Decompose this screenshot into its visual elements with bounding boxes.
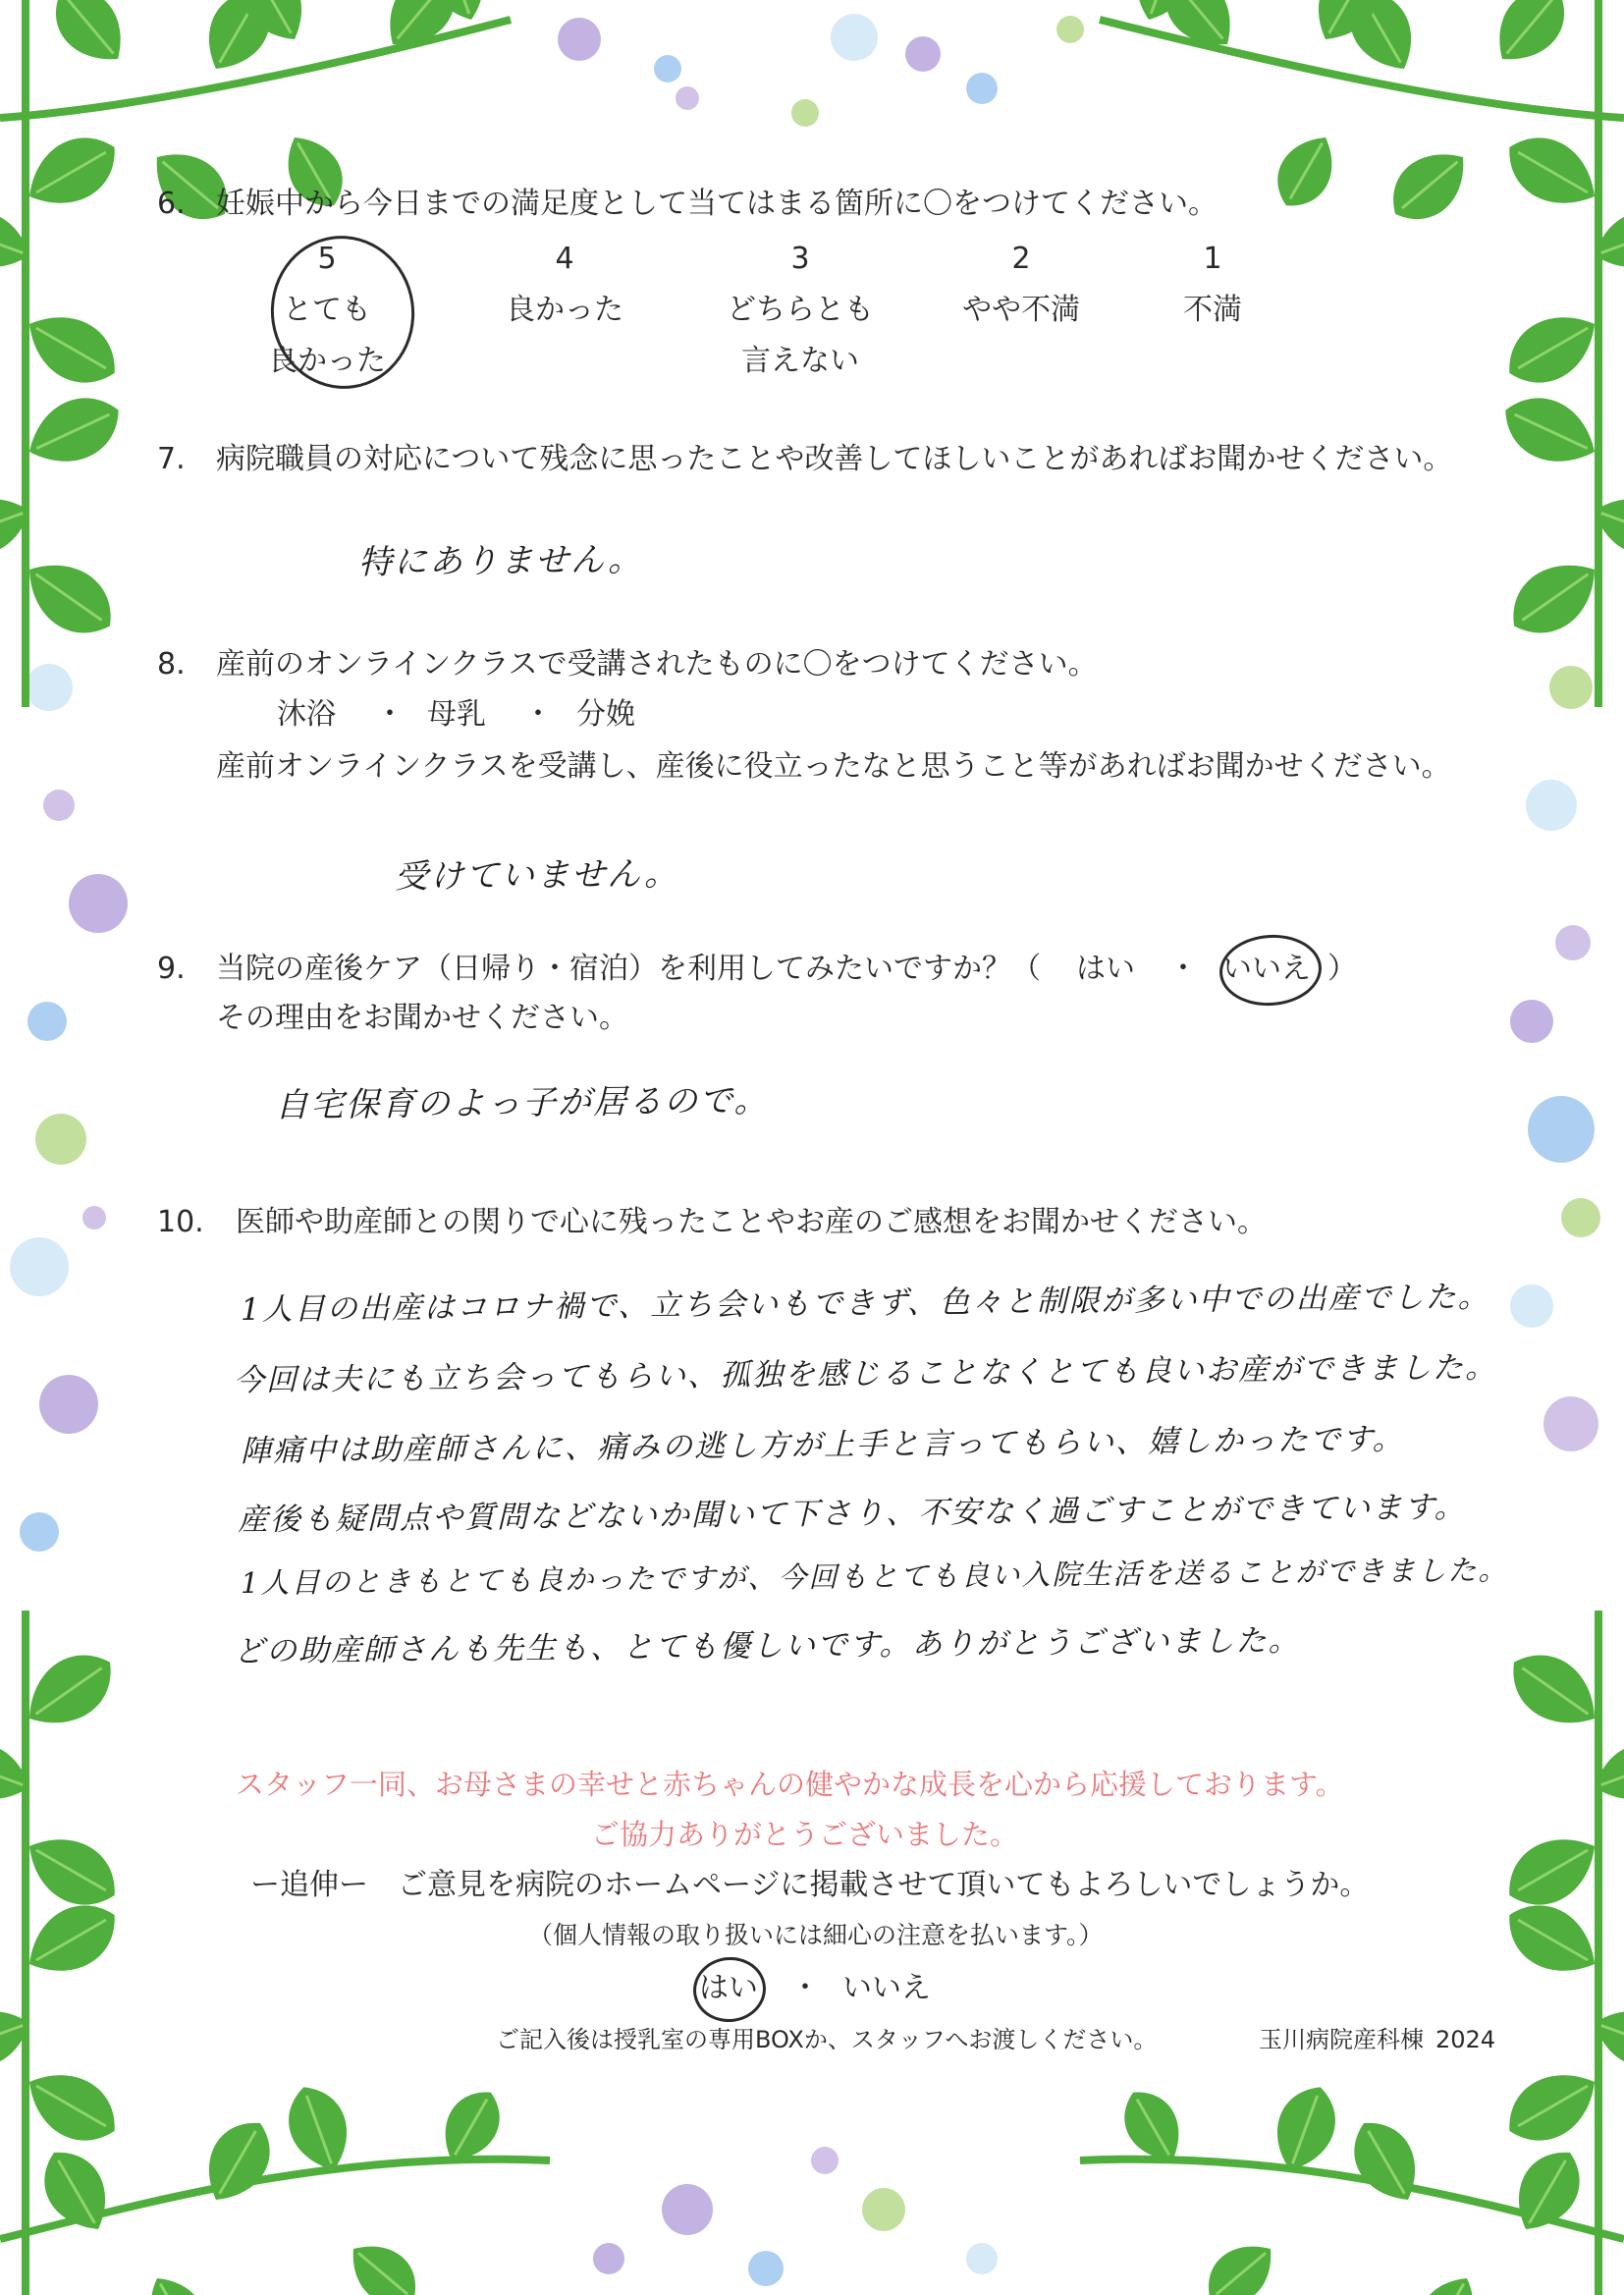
q6-option-1-value: 1 bbox=[1203, 242, 1222, 276]
organization-name: 玉川病院産科棟 bbox=[1259, 2026, 1424, 2053]
q9-subquestion: その理由をお聞かせください。 bbox=[216, 1001, 628, 1035]
q7-handwritten-answer: 特にありません。 bbox=[357, 539, 644, 582]
footer-message-line2: ご協力ありがとうございました。 bbox=[591, 1818, 1019, 1851]
q8-number: 8. bbox=[157, 647, 186, 682]
q10-answer-line-4: 産後も疑問点や質問などないか聞いて下さり、不安なく過ごすことができています。 bbox=[237, 1489, 1467, 1538]
postscript-question: ご意見を病院のホームページに掲載させて頂いてもよろしいでしょうか。 bbox=[398, 1868, 1370, 1902]
q10-answer-line-2: 今回は夫にも立ち会ってもらい、孤独を感じることなくとても良いお産ができました。 bbox=[233, 1349, 1498, 1398]
q6-option-2-value: 2 bbox=[1011, 242, 1031, 276]
submission-instruction: ご記入後は授乳室の専用BOXか、スタッフへお渡しください。 bbox=[496, 2026, 1158, 2053]
q9-number: 9. bbox=[157, 952, 186, 986]
q8-question: 産前のオンラインクラスで受講されたものに〇をつけてください。 bbox=[216, 647, 1098, 682]
postscript-label: ー追伸ー bbox=[250, 1868, 368, 1902]
q6-option-2[interactable] bbox=[943, 234, 1100, 336]
q8-option-bath[interactable]: 沐浴 bbox=[277, 697, 336, 732]
q6-number: 6. bbox=[157, 187, 186, 221]
q6-option-4[interactable] bbox=[491, 234, 638, 336]
q6-option-1-label-line1: 不満 bbox=[1183, 293, 1242, 327]
q8-option-breastfeeding[interactable]: 母乳 bbox=[427, 697, 486, 732]
q8-subquestion: 産前オンラインクラスを受講し、産後に役立ったなと思うこと等があればお聞かせください。 bbox=[216, 749, 1451, 784]
q10-answer-line-5: 1人目のときもとても良かったですが、今回もとても良い入院生活を送ることができました。 bbox=[240, 1553, 1509, 1600]
q6-option-5[interactable] bbox=[263, 234, 391, 387]
q6-option-4-label-line1: 良かった bbox=[506, 293, 623, 327]
q10-number: 10. bbox=[157, 1205, 204, 1239]
q6-option-1[interactable] bbox=[1159, 234, 1267, 336]
privacy-note: （個人情報の取り扱いには細心の注意を払います。） bbox=[528, 1921, 1104, 1949]
q9-handwritten-answer: 自宅保育のよっ子が居るので。 bbox=[274, 1080, 770, 1125]
q6-option-4-value: 4 bbox=[555, 242, 574, 276]
form-year: 2024 bbox=[1435, 2026, 1496, 2053]
q8-handwritten-answer: 受けていません。 bbox=[394, 853, 680, 897]
q6-option-5-label-line2: 良かった bbox=[268, 344, 386, 378]
q6-question: 妊娠中から今日までの満足度として当てはまる箇所に〇をつけてください。 bbox=[216, 187, 1218, 221]
consent-no[interactable]: いいえ bbox=[842, 1971, 931, 2005]
q7-question: 病院職員の対応について残念に思ったことや改善してほしいことがあればお聞かせください。 bbox=[216, 442, 1453, 476]
q6-option-5-label-line1: とても bbox=[283, 293, 371, 327]
q6-option-5-value: 5 bbox=[317, 242, 337, 276]
q9-question-suffix: ） bbox=[1327, 952, 1357, 986]
q6-option-3-label-line1: どちらとも bbox=[727, 293, 874, 327]
q8-separator-1: ・ bbox=[375, 697, 405, 732]
q7-number: 7. bbox=[157, 442, 186, 476]
q10-answer-line-1: 1人目の出産はコロナ禍で、立ち会いもできず、色々と制限が多い中での出産でした。 bbox=[240, 1279, 1490, 1328]
q9-question-prefix: 当院の産後ケア（日帰り・宿泊）を利用してみたいですか？（ bbox=[216, 952, 1041, 986]
q8-option-delivery[interactable]: 分娩 bbox=[576, 697, 635, 732]
footer-message-line1: スタッフ一同、お母さまの幸せと赤ちゃんの健やかな成長を心から応援しております。 bbox=[236, 1768, 1344, 1801]
q9-option-no[interactable]: いいえ bbox=[1222, 952, 1311, 986]
q6-option-3-value: 3 bbox=[790, 242, 810, 276]
q10-question: 医師や助産師との関りで心に残ったことやお産のご感想をお聞かせください。 bbox=[236, 1205, 1267, 1239]
q9-separator: ・ bbox=[1168, 952, 1198, 986]
q8-separator-2: ・ bbox=[523, 697, 553, 732]
q10-answer-line-6: どの助産師さんも先生も、とても優しいです。ありがとうございました。 bbox=[233, 1622, 1301, 1669]
q6-option-3[interactable] bbox=[717, 234, 884, 387]
q6-option-3-label-line2: 言えない bbox=[741, 344, 859, 378]
q6-option-2-label-line1: やや不満 bbox=[962, 293, 1080, 327]
consent-separator: ・ bbox=[790, 1971, 820, 2005]
q10-answer-line-3: 陣痛中は助産師さんに、痛みの逃し方が上手と言ってもらい、嬉しかったです。 bbox=[240, 1421, 1405, 1469]
consent-yes[interactable]: はい bbox=[699, 1971, 758, 2005]
q9-option-yes[interactable]: はい bbox=[1076, 952, 1135, 986]
